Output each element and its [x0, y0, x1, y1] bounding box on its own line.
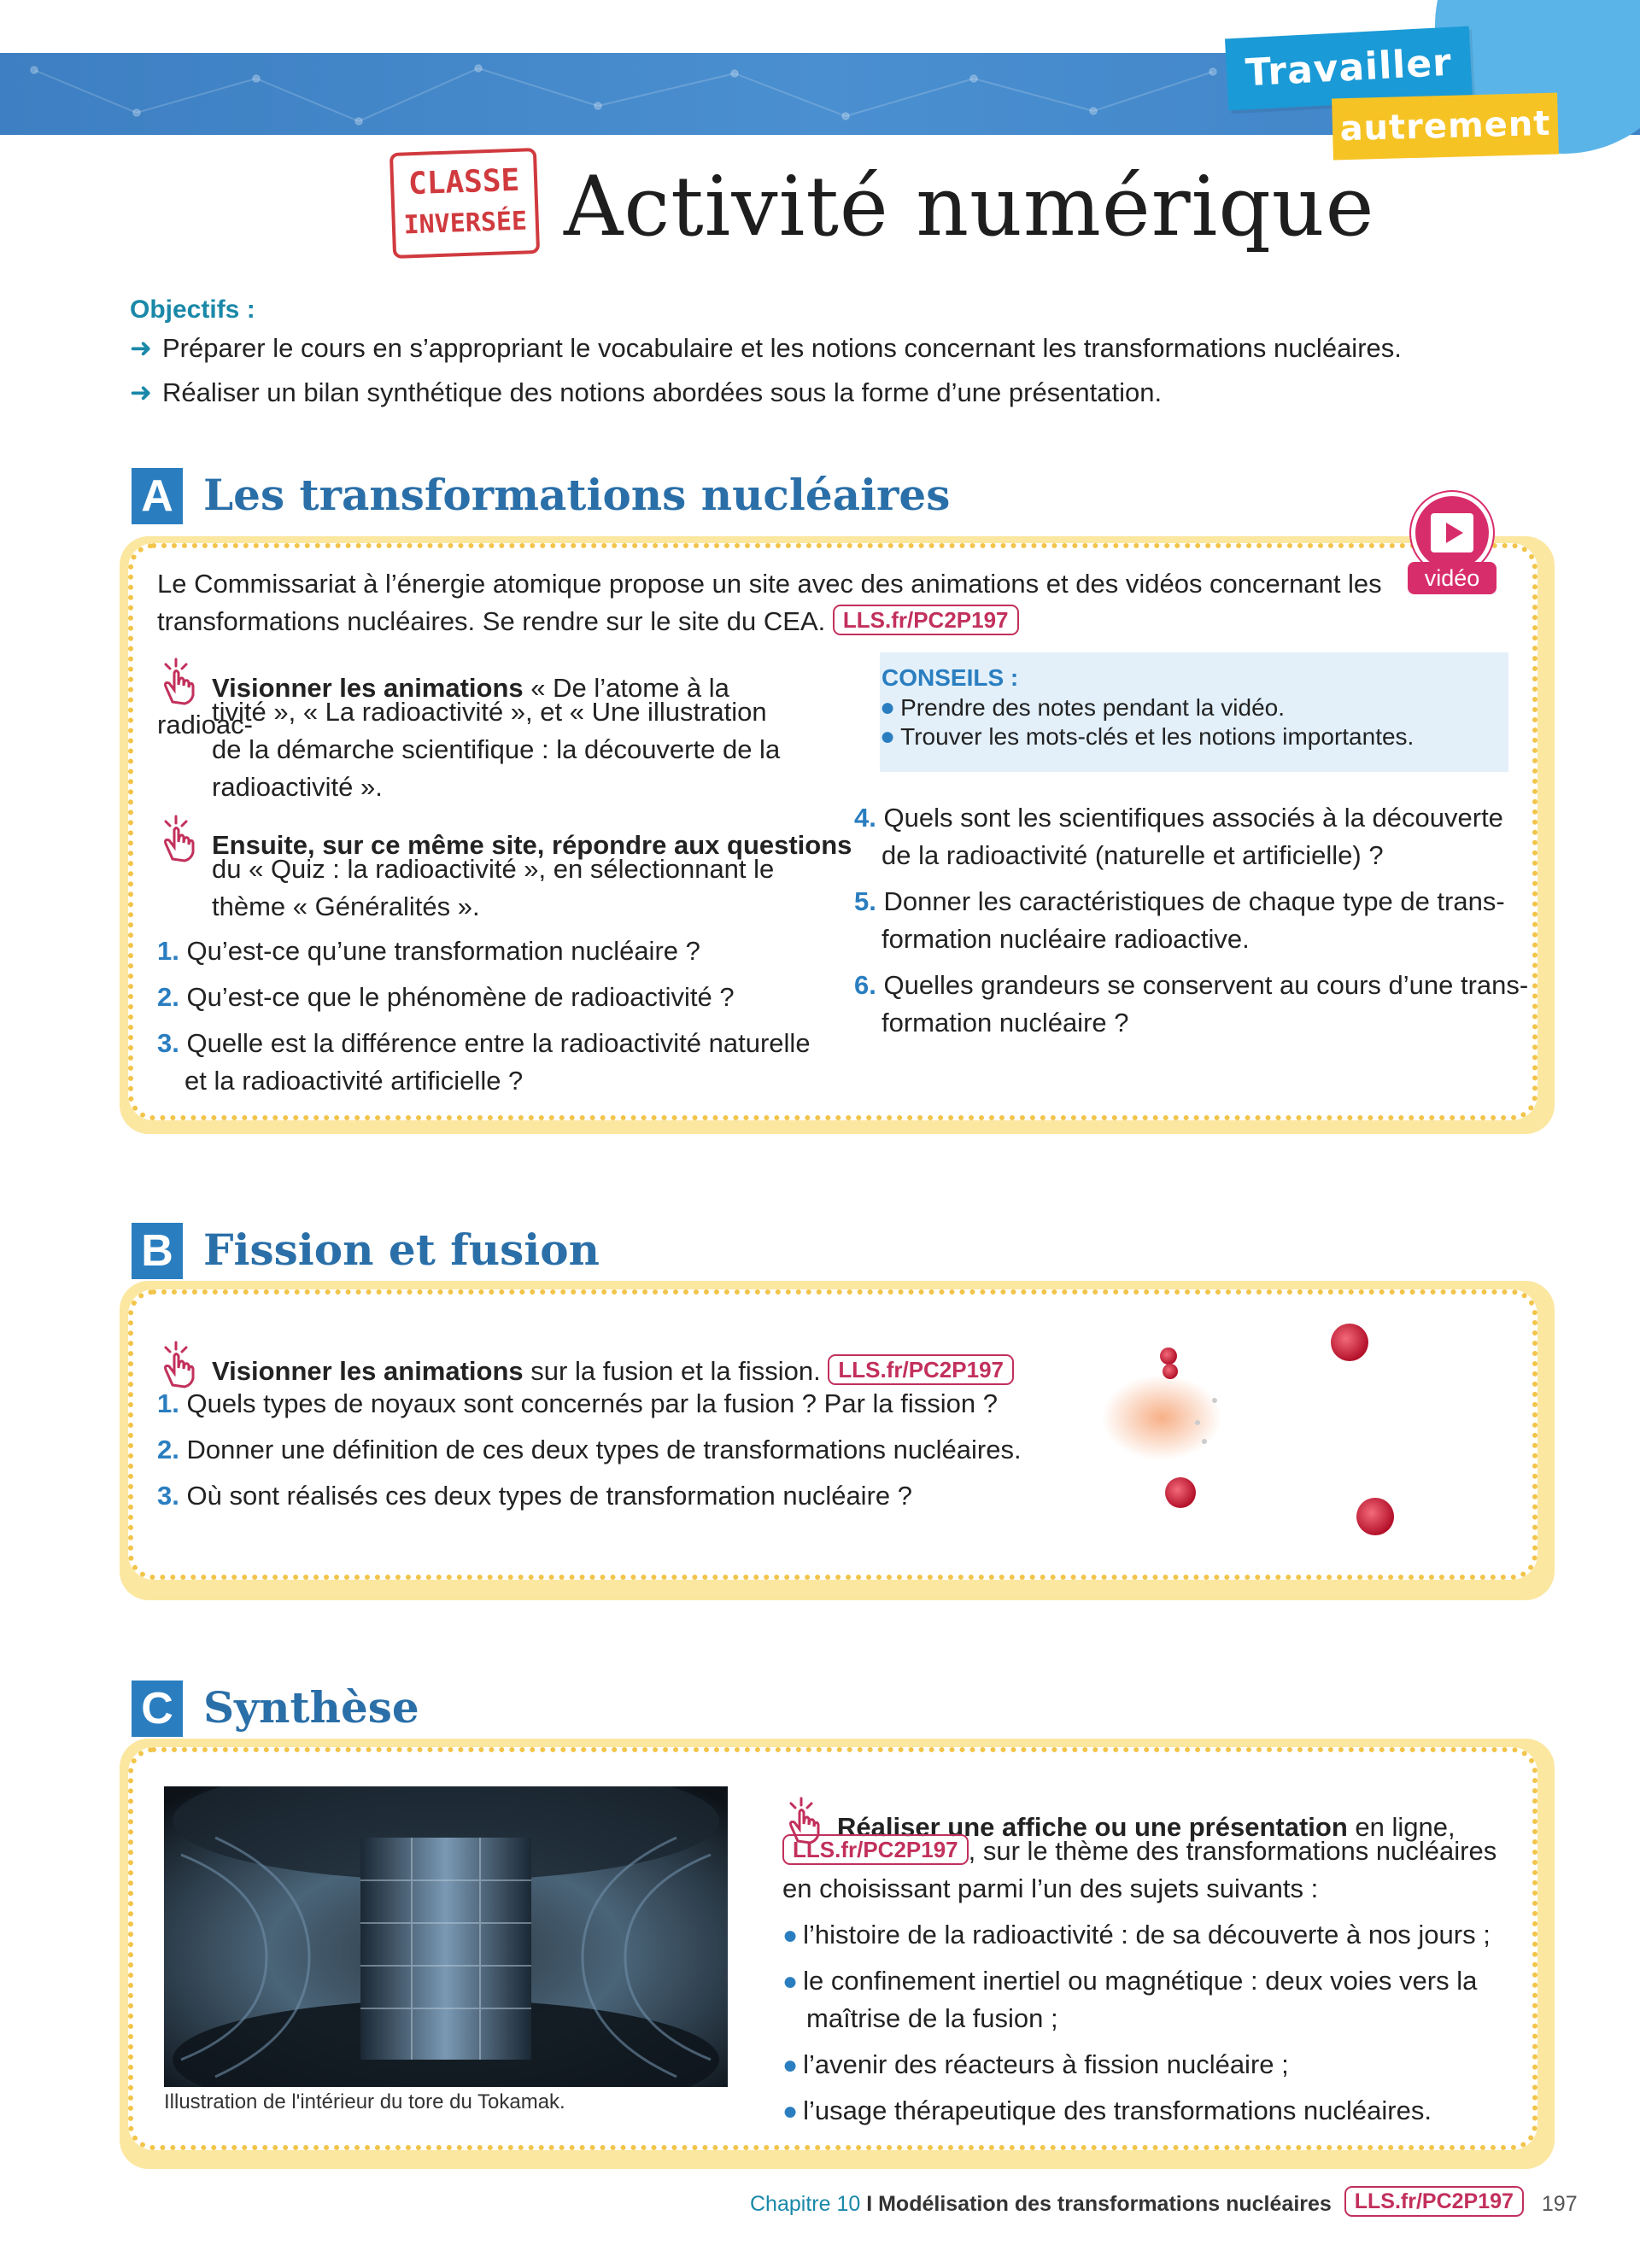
bullet: ● [782, 1921, 799, 1949]
bullet: ● [782, 2051, 799, 2079]
classe-inversee-stamp [390, 148, 540, 259]
tag-autrement: autrement [1332, 93, 1559, 161]
topic-item-line-2: maîtrise de la fusion ; [806, 2003, 1058, 2033]
section-b-letter: B [132, 1223, 183, 1279]
stamp-line-2: INVERSÉE [403, 206, 528, 241]
task-bold: Visionner les animations [212, 1356, 524, 1386]
topic-text: l’usage thérapeutique des transformations nucléaires. [803, 2096, 1432, 2125]
arrow-icon: ➜ [130, 333, 152, 363]
question-text: Quels sont les scientifiques associés à la découverte [883, 803, 1503, 833]
section-a-title: Les transformations nucléaires [203, 470, 951, 520]
topic-text: l’histoire de la radioactivité : de sa découverte à nos jours ; [803, 1920, 1491, 1949]
stamp-line-1: CLASSE [407, 162, 520, 202]
intro-line-2 [157, 603, 1019, 640]
hand-pointer-icon [157, 813, 208, 862]
fission-illustration [1102, 1306, 1418, 1554]
question-text: Quelle est la différence entre la radioactivité naturelle [186, 1028, 811, 1058]
objective-text: Préparer le cours en s’appropriant le vocabulaire et les notions concernant les transformations nucléaires. [161, 333, 1402, 363]
objective-item [130, 333, 1402, 364]
task-bold: Réaliser une affiche ou une présentation [837, 1812, 1348, 1842]
section-c-letter: C [132, 1681, 183, 1737]
question-5-line-2: formation nucléaire radioactive. [882, 924, 1250, 954]
question-text: Qu’est-ce que le phénomène de radioactivité ? [186, 982, 735, 1012]
question-number: 2. [157, 982, 179, 1012]
footer-separator: I [866, 2192, 873, 2216]
footer-link[interactable]: LLS.fr/PC2P197 [1344, 2186, 1524, 2217]
task-text: , sur le thème des transformations nucléaires [968, 1836, 1497, 1866]
footer [750, 2186, 1578, 2217]
question-text: Donner une définition de ces deux types de transformations nucléaires. [186, 1435, 1022, 1464]
question-1 [157, 932, 700, 969]
conseils-label: CONSEILS : [882, 664, 1019, 691]
footer-title: Modélisation des transformations nucléaires [878, 2192, 1332, 2216]
topic-text: l’avenir des réacteurs à fission nucléaire ; [803, 2049, 1289, 2079]
question-2 [157, 979, 735, 1015]
task-line-2 [782, 1833, 1496, 1869]
intro-line-1: Le Commissariat à l’énergie atomique propose un site avec des animations et des vidéos concernant les [157, 569, 1382, 599]
topic-text: le confinement inertiel ou magnétique : deux voies vers la [803, 1966, 1478, 1996]
objective-item [130, 377, 1162, 408]
hand-pointer-icon [157, 1339, 208, 1388]
page-title: Activité numérique [564, 159, 1375, 254]
question-number: 2. [157, 1435, 179, 1464]
page-number: 197 [1541, 2192, 1578, 2216]
task1-line-2: tivité », « La radioactivité », et « Une illustration [212, 697, 767, 727]
question-number: 5. [854, 886, 876, 916]
question-number: 1. [157, 936, 179, 966]
topic-item [782, 2046, 1289, 2084]
question-text: Quelles grandeurs se conservent au cours d’une trans- [883, 970, 1529, 1000]
task-watch-fusion [157, 1339, 1014, 1389]
objective-text: Réaliser un bilan synthétique des notions abordées sous la forme d’une présentation. [161, 377, 1163, 407]
question-text: Qu’est-ce qu’une transformation nucléaire ? [186, 936, 700, 966]
footer-chapter: Chapitre 10 [750, 2192, 861, 2216]
b-question-3 [157, 1477, 912, 1514]
conseils-box [880, 652, 1508, 772]
topic-item [782, 1916, 1491, 1954]
section-b-title: Fission et fusion [203, 1225, 600, 1275]
question-number: 6. [854, 970, 876, 1000]
play-icon [1415, 496, 1489, 570]
task-text: en ligne, [1347, 1812, 1456, 1842]
intro-text: transformations nucléaires. Se rendre sur le site du CEA. [157, 606, 826, 636]
question-4-line-2: de la radioactivité (naturelle et artificielle) ? [882, 840, 1384, 870]
task2-bold: Ensuite, sur ce même site, répondre aux questions [212, 830, 852, 860]
task1-text: « De l’atome à la radioac- [157, 673, 729, 739]
task-text: sur la fusion et la fission. [523, 1356, 821, 1386]
tag-travailler: Travailler [1225, 26, 1473, 111]
image-caption: Illustration de l'intérieur du tore du Tokamak. [164, 2090, 565, 2113]
synthesis-link[interactable]: LLS.fr/PC2P197 [782, 1834, 969, 1865]
question-6-line-2: formation nucléaire ? [882, 1008, 1129, 1038]
bullet: ● [782, 2097, 799, 2125]
task1-line-4: radioactivité ». [212, 772, 383, 802]
objectives-label: Objectifs : [130, 295, 255, 324]
fusion-link[interactable]: LLS.fr/PC2P197 [828, 1354, 1014, 1385]
task2-line-3: thème « Généralités ». [212, 891, 480, 921]
question-number: 4. [854, 803, 876, 833]
conseil-item: ● Trouver les mots-clés et les notions importantes. [880, 722, 1414, 751]
b-question-1 [157, 1385, 998, 1422]
question-5 [854, 883, 1505, 920]
question-3-line-2: et la radioactivité artificielle ? [184, 1066, 524, 1096]
cea-link[interactable]: LLS.fr/PC2P197 [833, 605, 1019, 635]
task1-line-3: de la démarche scientifique : la découverte de la [212, 734, 781, 764]
question-text: Quels types de noyaux sont concernés par la fusion ? Par la fission ? [186, 1388, 998, 1418]
b-question-2 [157, 1431, 1022, 1468]
section-a-letter: A [132, 468, 183, 524]
video-label[interactable]: vidéo [1408, 562, 1496, 594]
question-number: 3. [157, 1028, 179, 1058]
task2-line-2: du « Quiz : la radioactivité », en sélectionnant le [212, 854, 775, 884]
question-6 [854, 967, 1528, 1003]
task-line-3: en choisissant parmi l’un des sujets suivants : [782, 1873, 1319, 1903]
section-c-title: Synthèse [203, 1682, 419, 1733]
bullet: ● [782, 1967, 799, 1996]
arrow-icon: ➜ [130, 377, 152, 407]
question-3 [157, 1025, 811, 1061]
topic-item [782, 1962, 1477, 2000]
question-text: Où sont réalisés ces deux types de transformation nucléaire ? [186, 1481, 912, 1511]
question-number: 1. [157, 1388, 179, 1418]
topic-item [782, 2092, 1432, 2130]
question-text: Donner les caractéristiques de chaque type de trans- [883, 886, 1505, 916]
hand-pointer-icon [157, 656, 208, 705]
tokamak-image [164, 1786, 728, 2087]
task1-bold: Visionner les animations [212, 673, 524, 703]
conseil-item: ● Prendre des notes pendant la vidéo. [880, 693, 1285, 722]
question-number: 3. [157, 1481, 179, 1511]
question-4 [854, 799, 1503, 836]
